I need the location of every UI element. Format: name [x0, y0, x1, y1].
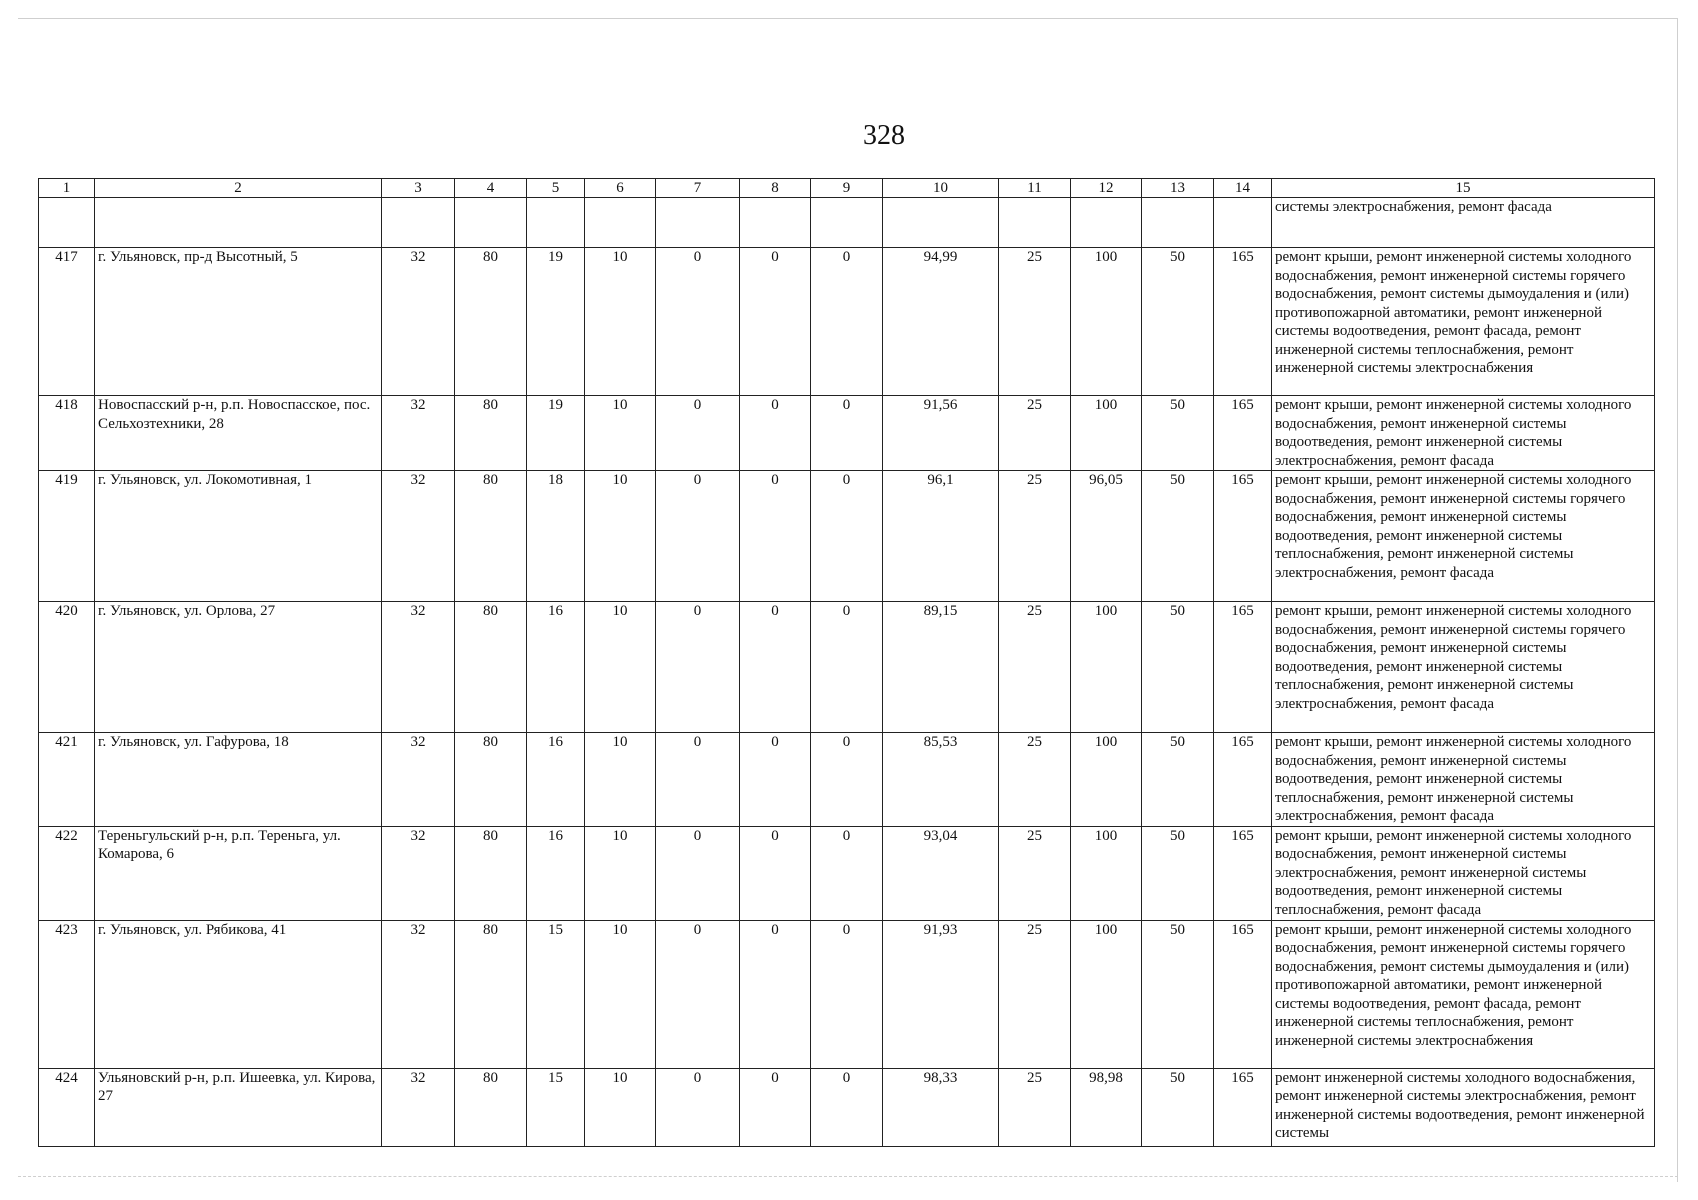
- value-cell-4: 80: [455, 920, 527, 1068]
- address-cell: г. Ульяновск, ул. Орлова, 27: [95, 602, 382, 733]
- value-cell-6: 10: [585, 826, 656, 920]
- value-cell-3: 32: [382, 826, 455, 920]
- value-cell-6: 10: [585, 248, 656, 396]
- value-cell-14: 165: [1214, 733, 1272, 827]
- value-cell-3: 32: [382, 1068, 455, 1146]
- value-cell-5: 19: [527, 248, 585, 396]
- value-cell-9: 0: [811, 602, 883, 733]
- address-cell: г. Ульяновск, ул. Локомотивная, 1: [95, 471, 382, 602]
- value-cell-7: 0: [656, 920, 740, 1068]
- value-cell-7: 0: [656, 602, 740, 733]
- continuation-row: [39, 198, 1655, 248]
- value-cell-12: 96,05: [1071, 471, 1142, 602]
- value-cell-3: 32: [382, 248, 455, 396]
- value-cell-11: 25: [999, 602, 1071, 733]
- value-cell-14: 165: [1214, 471, 1272, 602]
- scan-edge-line: [18, 1176, 1678, 1177]
- address-cell: г. Ульяновск, ул. Гафурова, 18: [95, 733, 382, 827]
- value-cell-14: 165: [1214, 602, 1272, 733]
- works-cell: ремонт крыши, ремонт инженерной системы холодного водоснабжения, ремонт инженерной системы водоотведения, ремонт инженерной системы электроснабжения, ремонт фасада: [1272, 396, 1655, 471]
- works-cell: ремонт крыши, ремонт инженерной системы холодного водоснабжения, ремонт инженерной системы горячего водоснабжения, ремонт инженерной системы водоотведения, ремонт инженерной системы теплоснабжения, ремонт инженерной системы электроснабжения, ремонт фасада: [1272, 602, 1655, 733]
- value-cell-8: 0: [740, 471, 811, 602]
- value-cell-10: 96,1: [883, 471, 999, 602]
- value-cell-8: 0: [740, 733, 811, 827]
- value-cell-13: 50: [1142, 248, 1214, 396]
- value-cell-12: 100: [1071, 396, 1142, 471]
- value-cell-12: 100: [1071, 248, 1142, 396]
- address-cell: Ульяновский р-н, р.п. Ишеевка, ул. Кирова, 27: [95, 1068, 382, 1146]
- value-cell-6: 10: [585, 602, 656, 733]
- value-cell-13: 50: [1142, 826, 1214, 920]
- value-cell-11: 25: [999, 471, 1071, 602]
- value-cell-5: 19: [527, 396, 585, 471]
- works-cell: ремонт крыши, ремонт инженерной системы холодного водоснабжения, ремонт инженерной системы горячего водоснабжения, ремонт инженерной системы водоотведения, ремонт инженерной системы теплоснабжения, ремонт инженерной системы электроснабжения, ремонт фасада: [1272, 471, 1655, 602]
- table-row: [39, 920, 1655, 1068]
- col-header-12: 12: [1071, 179, 1142, 198]
- value-cell-4: 80: [455, 1068, 527, 1146]
- value-cell-6: 10: [585, 1068, 656, 1146]
- col-header-4: 4: [455, 179, 527, 198]
- value-cell-8: 0: [740, 602, 811, 733]
- value-cell-14: 165: [1214, 396, 1272, 471]
- value-cell-10: 98,33: [883, 1068, 999, 1146]
- value-cell-7: 0: [656, 471, 740, 602]
- value-cell-10: 85,53: [883, 733, 999, 827]
- table-row: [39, 248, 1655, 396]
- page-number: 328: [863, 120, 905, 151]
- table-row: [39, 602, 1655, 733]
- col-header-10: 10: [883, 179, 999, 198]
- value-cell-14: 165: [1214, 1068, 1272, 1146]
- col-header-2: 2: [95, 179, 382, 198]
- value-cell-12: 100: [1071, 920, 1142, 1068]
- value-cell-6: 10: [585, 471, 656, 602]
- value-cell-13: 50: [1142, 396, 1214, 471]
- column-number-row: [39, 179, 1655, 198]
- col-header-15: 15: [1272, 179, 1655, 198]
- value-cell-14: 165: [1214, 920, 1272, 1068]
- value-cell-10: 93,04: [883, 826, 999, 920]
- works-cell: ремонт инженерной системы холодного водоснабжения, ремонт инженерной системы электроснабжения, ремонт инженерной системы водоотведения, ремонт инженерной системы: [1272, 1068, 1655, 1146]
- value-cell-12: 98,98: [1071, 1068, 1142, 1146]
- value-cell-7: 0: [656, 396, 740, 471]
- value-cell-4: 80: [455, 471, 527, 602]
- address-cell: г. Ульяновск, ул. Рябикова, 41: [95, 920, 382, 1068]
- value-cell-10: 89,15: [883, 602, 999, 733]
- value-cell-7: 0: [656, 826, 740, 920]
- table-row: [39, 826, 1655, 920]
- value-cell-5: 18: [527, 471, 585, 602]
- value-cell-11: 25: [999, 826, 1071, 920]
- value-cell-3: 32: [382, 396, 455, 471]
- value-cell-5: 15: [527, 1068, 585, 1146]
- value-cell-4: 80: [455, 602, 527, 733]
- value-cell-12: 100: [1071, 602, 1142, 733]
- col-header-13: 13: [1142, 179, 1214, 198]
- value-cell-5: 16: [527, 602, 585, 733]
- continuation-works: системы электроснабжения, ремонт фасада: [1272, 198, 1655, 248]
- value-cell-7: 0: [656, 733, 740, 827]
- value-cell-8: 0: [740, 920, 811, 1068]
- value-cell-9: 0: [811, 1068, 883, 1146]
- table-row: [39, 396, 1655, 471]
- value-cell-6: 10: [585, 920, 656, 1068]
- col-header-5: 5: [527, 179, 585, 198]
- address-cell: Новоспасский р-н, р.п. Новоспасское, пос. Сельхозтехники, 28: [95, 396, 382, 471]
- row-number: 421: [39, 733, 95, 827]
- value-cell-13: 50: [1142, 602, 1214, 733]
- value-cell-5: 15: [527, 920, 585, 1068]
- works-cell: ремонт крыши, ремонт инженерной системы холодного водоснабжения, ремонт инженерной системы электроснабжения, ремонт инженерной системы водоотведения, ремонт инженерной системы теплоснабжения, ремонт фасада: [1272, 826, 1655, 920]
- value-cell-9: 0: [811, 396, 883, 471]
- row-number: 422: [39, 826, 95, 920]
- value-cell-13: 50: [1142, 733, 1214, 827]
- row-number: 424: [39, 1068, 95, 1146]
- value-cell-9: 0: [811, 733, 883, 827]
- value-cell-7: 0: [656, 248, 740, 396]
- value-cell-6: 10: [585, 733, 656, 827]
- row-number: 419: [39, 471, 95, 602]
- col-header-9: 9: [811, 179, 883, 198]
- value-cell-12: 100: [1071, 826, 1142, 920]
- value-cell-11: 25: [999, 733, 1071, 827]
- col-header-3: 3: [382, 179, 455, 198]
- row-number: 418: [39, 396, 95, 471]
- value-cell-11: 25: [999, 396, 1071, 471]
- col-header-14: 14: [1214, 179, 1272, 198]
- col-header-6: 6: [585, 179, 656, 198]
- value-cell-9: 0: [811, 471, 883, 602]
- value-cell-8: 0: [740, 826, 811, 920]
- value-cell-4: 80: [455, 248, 527, 396]
- value-cell-14: 165: [1214, 248, 1272, 396]
- value-cell-3: 32: [382, 733, 455, 827]
- value-cell-5: 16: [527, 826, 585, 920]
- value-cell-14: 165: [1214, 826, 1272, 920]
- address-cell: Тереньгульский р-н, р.п. Тереньга, ул. Комарова, 6: [95, 826, 382, 920]
- value-cell-4: 80: [455, 826, 527, 920]
- value-cell-4: 80: [455, 733, 527, 827]
- col-header-7: 7: [656, 179, 740, 198]
- value-cell-7: 0: [656, 1068, 740, 1146]
- value-cell-11: 25: [999, 248, 1071, 396]
- value-cell-9: 0: [811, 826, 883, 920]
- col-header-11: 11: [999, 179, 1071, 198]
- value-cell-13: 50: [1142, 471, 1214, 602]
- row-number: 420: [39, 602, 95, 733]
- value-cell-13: 50: [1142, 920, 1214, 1068]
- table-row: [39, 733, 1655, 827]
- value-cell-3: 32: [382, 471, 455, 602]
- works-cell: ремонт крыши, ремонт инженерной системы холодного водоснабжения, ремонт инженерной системы горячего водоснабжения, ремонт системы дымоудаления и (или) противопожарной автоматики, ремонт инженерной системы водоотведения, ремонт фасада, ремонт инженерной системы теплоснабжения, ремонт инженерной системы электроснабжения: [1272, 248, 1655, 396]
- col-header-8: 8: [740, 179, 811, 198]
- value-cell-10: 94,99: [883, 248, 999, 396]
- value-cell-5: 16: [527, 733, 585, 827]
- works-cell: ремонт крыши, ремонт инженерной системы холодного водоснабжения, ремонт инженерной системы горячего водоснабжения, ремонт системы дымоудаления и (или) противопожарной автоматики, ремонт инженерной системы водоотведения, ремонт фасада, ремонт инженерной системы теплоснабжения, ремонт инженерной системы электроснабжения: [1272, 920, 1655, 1068]
- value-cell-11: 25: [999, 1068, 1071, 1146]
- value-cell-9: 0: [811, 920, 883, 1068]
- value-cell-10: 91,56: [883, 396, 999, 471]
- works-cell: ремонт крыши, ремонт инженерной системы холодного водоснабжения, ремонт инженерной системы водоотведения, ремонт инженерной системы теплоснабжения, ремонт инженерной системы электроснабжения, ремонт фасада: [1272, 733, 1655, 827]
- value-cell-8: 0: [740, 396, 811, 471]
- value-cell-8: 0: [740, 248, 811, 396]
- value-cell-13: 50: [1142, 1068, 1214, 1146]
- value-cell-12: 100: [1071, 733, 1142, 827]
- value-cell-4: 80: [455, 396, 527, 471]
- address-cell: г. Ульяновск, пр-д Высотный, 5: [95, 248, 382, 396]
- table-row: [39, 1068, 1655, 1146]
- value-cell-9: 0: [811, 248, 883, 396]
- col-header-1: 1: [39, 179, 95, 198]
- row-number: 417: [39, 248, 95, 396]
- value-cell-11: 25: [999, 920, 1071, 1068]
- table-row: [39, 471, 1655, 602]
- value-cell-3: 32: [382, 920, 455, 1068]
- value-cell-8: 0: [740, 1068, 811, 1146]
- value-cell-6: 10: [585, 396, 656, 471]
- value-cell-10: 91,93: [883, 920, 999, 1068]
- works-table: [38, 178, 1655, 1147]
- value-cell-3: 32: [382, 602, 455, 733]
- row-number: 423: [39, 920, 95, 1068]
